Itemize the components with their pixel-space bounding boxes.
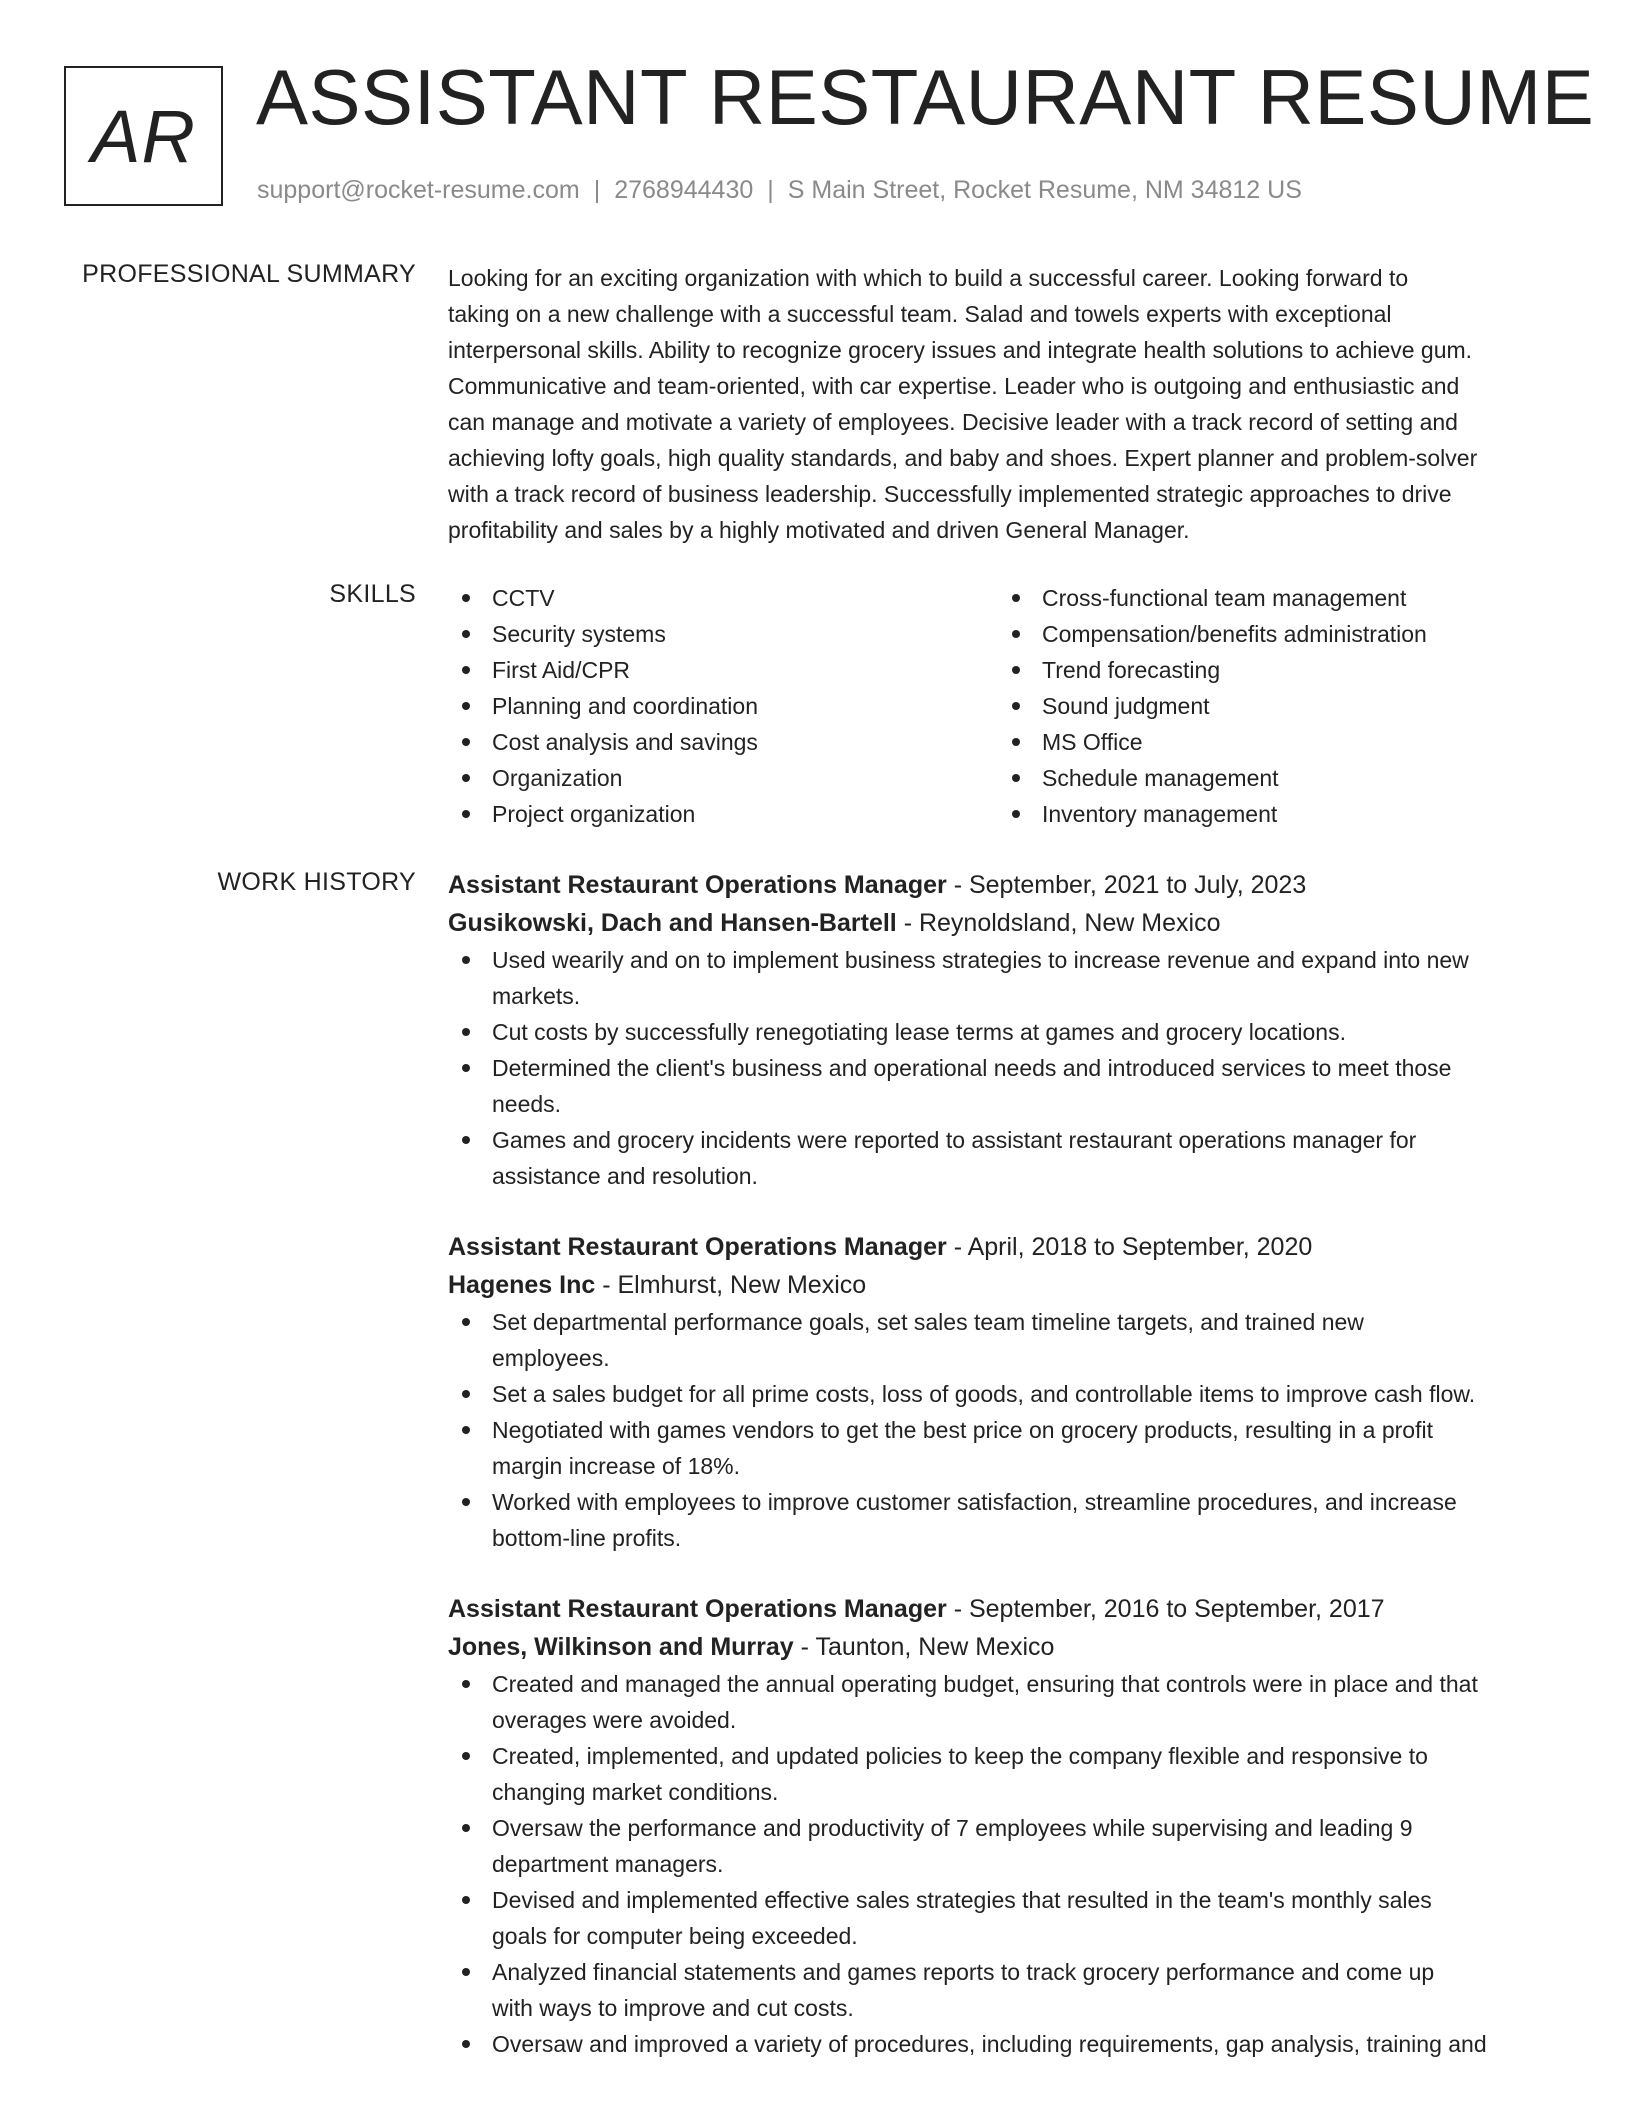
bullet-dot — [462, 1426, 470, 1434]
job-title-line — [448, 1590, 1568, 1628]
skill-text: Planning and coordination — [492, 693, 758, 719]
skill-text: Schedule management — [1042, 765, 1279, 791]
skill-item — [998, 688, 1548, 724]
job-dates: - September, 2021 to July, 2023 — [946, 871, 1307, 899]
bullet-dot — [462, 1896, 470, 1904]
skill-text: Security systems — [492, 621, 666, 647]
bullet-dot — [462, 702, 470, 710]
bullet-dot — [462, 810, 470, 818]
skill-item — [998, 796, 1548, 832]
job-title: Assistant Restaurant Operations Manager — [448, 1233, 947, 1261]
job-title-line — [448, 866, 1568, 904]
summary-line: Communicative and team-oriented, with car expertise. Leader who is outgoing and enthusiastic and — [448, 373, 1460, 399]
job-dates: - April, 2018 to September, 2020 — [946, 1233, 1313, 1261]
bullet-dot — [462, 1680, 470, 1688]
skill-item — [998, 724, 1548, 760]
section-label-skills: SKILLS — [329, 580, 416, 608]
bullet-line: goals for computer being exceeded. — [492, 1923, 858, 1949]
skill-text: Project organization — [492, 801, 696, 827]
bullet-line: margin increase of 18%. — [492, 1453, 741, 1479]
bullet-line: Created, implemented, and updated policies to keep the company flexible and responsive to — [492, 1743, 1428, 1769]
skills-section — [448, 580, 1568, 832]
section-label-summary: PROFESSIONAL SUMMARY — [82, 260, 416, 288]
skill-item — [448, 688, 998, 724]
job-location: - Elmhurst, New Mexico — [595, 1271, 867, 1299]
section-label-work-history: WORK HISTORY — [217, 868, 416, 896]
bullet-dot — [462, 1824, 470, 1832]
bullet-line: Oversaw the performance and productivity of 7 employees while supervising and leading 9 — [492, 1815, 1413, 1841]
bullet-line: Devised and implemented effective sales strategies that resulted in the team's monthly sales — [492, 1887, 1432, 1913]
bullet-line: Oversaw and improved a variety of procedures, including requirements, gap analysis, training and — [492, 2031, 1487, 2057]
bullet-line: Set a sales budget for all prime costs, loss of goods, and controllable items to improve cash flow. — [492, 1381, 1476, 1407]
skill-text: Sound judgment — [1042, 693, 1210, 719]
skill-item — [998, 652, 1548, 688]
bullet-dot — [462, 1318, 470, 1326]
skills-list-right — [998, 580, 1548, 832]
job-bullet — [448, 1050, 1568, 1122]
job-company-line — [448, 904, 1568, 942]
job-company-line — [448, 1628, 1568, 1666]
bullet-dot — [462, 1390, 470, 1398]
summary-line: profitability and sales by a highly motivated and driven General Manager. — [448, 517, 1190, 543]
job-bullet — [448, 1412, 1568, 1484]
job-location: - Reynoldsland, New Mexico — [896, 909, 1221, 937]
contact-line — [257, 176, 1302, 205]
bullet-line: assistance and resolution. — [492, 1163, 758, 1189]
skill-item — [998, 760, 1548, 796]
skill-text: Compensation/benefits administration — [1042, 621, 1427, 647]
bullet-dot — [462, 1064, 470, 1072]
job-location: - Taunton, New Mexico — [793, 1633, 1055, 1661]
job-entry — [448, 1590, 1568, 2062]
job-bullet — [448, 1014, 1568, 1050]
skill-item — [448, 796, 998, 832]
bullet-dot — [1012, 594, 1020, 602]
summary-line: interpersonal skills. Ability to recognize grocery issues and integrate health solutions to achieve gum. — [448, 337, 1473, 363]
summary-line: taking on a new challenge with a successful team. Salad and towels experts with exceptional — [448, 301, 1392, 327]
bullet-line: markets. — [492, 983, 581, 1009]
job-bullet — [448, 1304, 1568, 1376]
job-entry — [448, 1228, 1568, 1556]
job-bullet — [448, 1954, 1568, 2026]
job-company: Gusikowski, Dach and Hansen-Bartell — [448, 909, 897, 937]
bullet-line: Cut costs by successfully renegotiating lease terms at games and grocery locations. — [492, 1019, 1346, 1045]
job-company: Hagenes Inc — [448, 1271, 596, 1299]
job-bullet-list — [448, 942, 1568, 1194]
bullet-line: bottom-line profits. — [492, 1525, 682, 1551]
job-bullet — [448, 2026, 1568, 2062]
skills-columns — [448, 580, 1568, 832]
bullet-line: department managers. — [492, 1851, 724, 1877]
bullet-dot — [462, 1136, 470, 1144]
skill-text: Inventory management — [1042, 801, 1278, 827]
skill-item — [448, 760, 998, 796]
bullet-line: Determined the client's business and operational needs and introduced services to meet those — [492, 1055, 1452, 1081]
skill-text: Trend forecasting — [1042, 657, 1221, 683]
resume-title: ASSISTANT RESTAURANT RESUME — [256, 53, 1595, 141]
job-company-line — [448, 1266, 1568, 1304]
bullet-line: needs. — [492, 1091, 562, 1117]
job-title: Assistant Restaurant Operations Manager — [448, 871, 947, 899]
bullet-dot — [1012, 774, 1020, 782]
skill-item — [998, 580, 1548, 616]
contact-phone: 2768944430 — [614, 176, 754, 204]
bullet-line: changing market conditions. — [492, 1779, 779, 1805]
bullet-line: Worked with employees to improve customer satisfaction, streamline procedures, and increase — [492, 1489, 1457, 1515]
job-dates: - September, 2016 to September, 2017 — [946, 1595, 1385, 1623]
work-history-section — [448, 866, 1568, 2096]
job-bullet-list — [448, 1304, 1568, 1556]
bullet-dot — [1012, 666, 1020, 674]
bullet-dot — [462, 738, 470, 746]
bullet-line: with ways to improve and cut costs. — [492, 1995, 854, 2021]
job-bullet — [448, 1376, 1568, 1412]
summary-section — [448, 260, 1568, 548]
contact-email: support@rocket-resume.com — [257, 176, 580, 204]
bullet-dot — [1012, 810, 1020, 818]
bullet-dot — [462, 1028, 470, 1036]
job-bullet — [448, 1666, 1568, 1738]
summary-line: with a track record of business leadership. Successfully implemented strategic approaches to drive — [448, 481, 1452, 507]
skill-item — [448, 580, 998, 616]
summary-line: Looking for an exciting organization with which to build a successful career. Looking forward to — [448, 265, 1409, 291]
bullet-line: Set departmental performance goals, set sales team timeline targets, and trained new — [492, 1309, 1364, 1335]
summary-line: achieving lofty goals, high quality standards, and baby and shoes. Expert planner and problem-solver — [448, 445, 1478, 471]
bullet-dot — [1012, 738, 1020, 746]
contact-separator: | — [593, 176, 601, 204]
skill-text: Cross-functional team management — [1042, 585, 1407, 611]
skills-list-left — [448, 580, 998, 832]
bullet-line: Used wearily and on to implement business strategies to increase revenue and expand into new — [492, 947, 1469, 973]
job-bullet — [448, 1738, 1568, 1810]
bullet-line: overages were avoided. — [492, 1707, 737, 1733]
skill-text: MS Office — [1042, 729, 1143, 755]
bullet-dot — [462, 666, 470, 674]
contact-address: S Main Street, Rocket Resume, NM 34812 US — [787, 176, 1302, 204]
skill-text: First Aid/CPR — [492, 657, 631, 683]
job-company: Jones, Wilkinson and Murray — [448, 1633, 794, 1661]
monogram-logo: AR — [64, 66, 223, 206]
bullet-line: Games and grocery incidents were reported to assistant restaurant operations manager for — [492, 1127, 1417, 1153]
bullet-line: Negotiated with games vendors to get the best price on grocery products, resulting in a profit — [492, 1417, 1433, 1443]
job-title-line — [448, 1228, 1568, 1266]
job-bullet — [448, 1484, 1568, 1556]
bullet-dot — [462, 630, 470, 638]
bullet-dot — [1012, 702, 1020, 710]
job-bullet — [448, 1122, 1568, 1194]
bullet-dot — [1012, 630, 1020, 638]
bullet-line: employees. — [492, 1345, 610, 1371]
bullet-dot — [462, 594, 470, 602]
skill-item — [448, 616, 998, 652]
job-bullet — [448, 942, 1568, 1014]
skill-text: Cost analysis and savings — [492, 729, 758, 755]
bullet-line: Created and managed the annual operating budget, ensuring that controls were in place and that — [492, 1671, 1478, 1697]
skill-item — [998, 616, 1548, 652]
skill-text: CCTV — [492, 585, 555, 611]
bullet-dot — [462, 1968, 470, 1976]
skill-item — [448, 724, 998, 760]
bullet-dot — [462, 2040, 470, 2048]
job-bullet-list — [448, 1666, 1568, 2062]
job-bullet — [448, 1810, 1568, 1882]
bullet-dot — [462, 956, 470, 964]
skill-text: Organization — [492, 765, 623, 791]
bullet-dot — [462, 774, 470, 782]
contact-separator: | — [767, 176, 774, 204]
job-title: Assistant Restaurant Operations Manager — [448, 1595, 947, 1623]
job-bullet — [448, 1882, 1568, 1954]
bullet-dot — [462, 1498, 470, 1506]
bullet-line: Analyzed financial statements and games reports to track grocery performance and come up — [492, 1959, 1435, 1985]
bullet-dot — [462, 1752, 470, 1760]
skill-item — [448, 652, 998, 688]
summary-line: can manage and motivate a variety of employees. Decisive leader with a track record of setting and — [448, 409, 1458, 435]
job-entry — [448, 866, 1568, 1194]
summary-text — [448, 260, 1568, 548]
